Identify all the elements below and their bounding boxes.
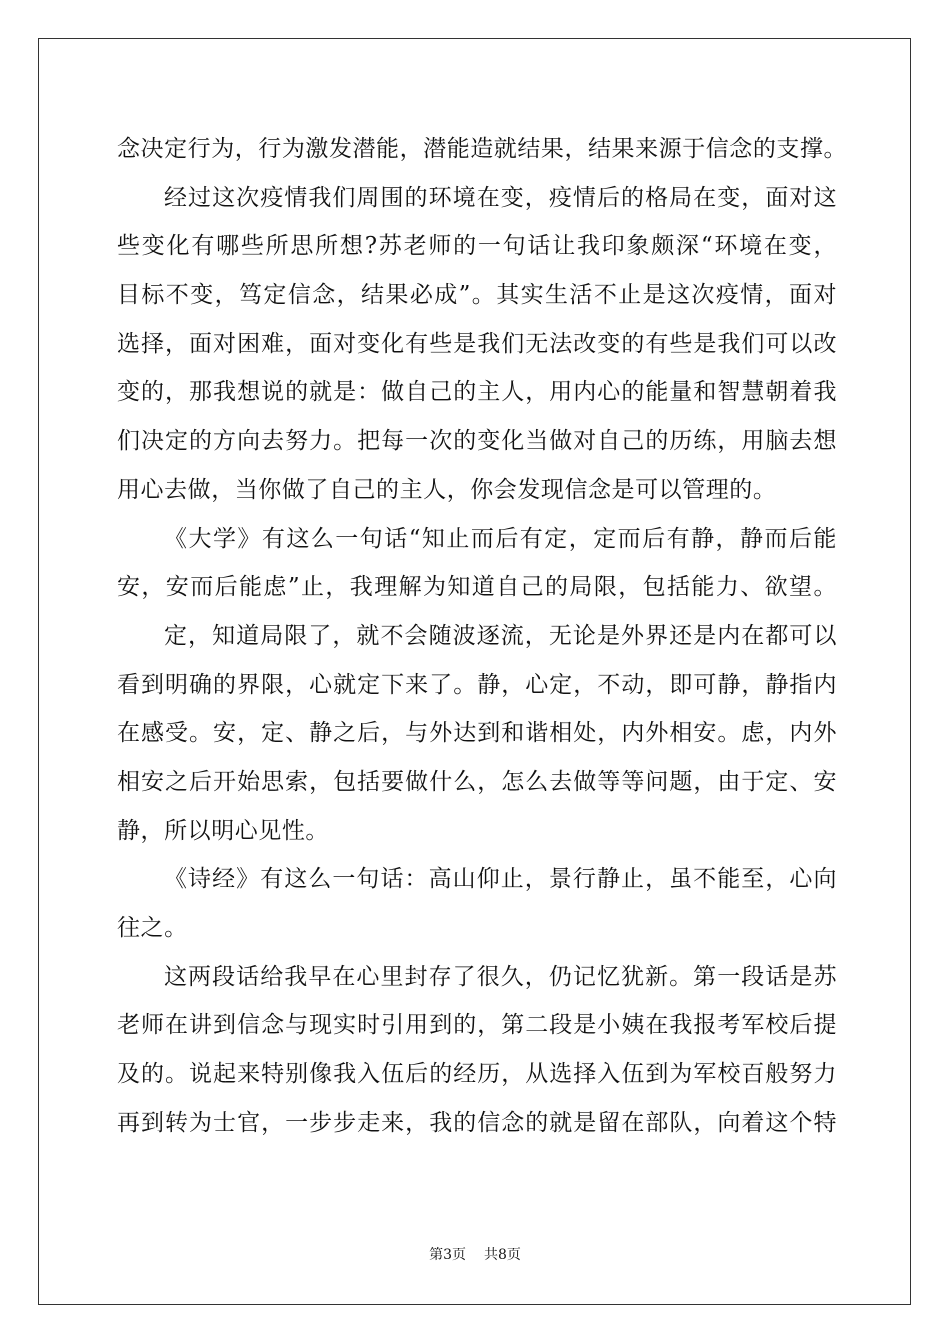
- text-line: 选择，面对困难，面对变化有些是我们无法改变的有些是我们可以改: [117, 330, 837, 357]
- page-number: 第3页: [429, 1247, 466, 1263]
- body-text: [117, 125, 848, 1147]
- total-pages: 共8页: [484, 1247, 521, 1263]
- text-line: 经过这次疫情我们周围的环境在变，疫情后的格局在变，面对这: [164, 184, 837, 211]
- text-line: 目标不变，笃定信念，结果必成”。其实生活不止是这次疫情，面对: [117, 282, 837, 309]
- text-line: 《诗经》有这么一句话：高山仰止，景行静止，虽不能至，心向: [164, 866, 837, 893]
- text-line: 念决定行为，行为激发潜能，潜能造就结果，结果来源于信念的支撑。: [117, 136, 848, 162]
- text-line: 在感受。安，定、静之后，与外达到和谐相处，内外相安。虑，内外: [117, 720, 837, 747]
- text-line: 《大学》有这么一句话“知止而后有定，定而后有静，静而后能: [164, 525, 837, 552]
- text-line: 老师在讲到信念与现实时引用到的，第二段是小姨在我报考军校后提: [117, 1012, 837, 1039]
- text-line: 用心去做，当你做了自己的主人，你会发现信念是可以管理的。: [117, 476, 777, 503]
- text-line: 静，所以明心见性。: [117, 817, 329, 844]
- text-line: 变的，那我想说的就是：做自己的主人，用内心的能量和智慧朝着我: [117, 379, 837, 406]
- text-line: 定，知道局限了，就不会随波逐流，无论是外界还是内在都可以: [164, 622, 837, 649]
- text-line: 及的。说起来特别像我入伍后的经历，从选择入伍到为军校百般努力: [117, 1061, 837, 1088]
- text-line: 些变化有哪些所思所想?苏老师的一句话让我印象颇深“环境在变，: [117, 233, 837, 260]
- text-line: 往之。: [117, 915, 188, 941]
- text-line: 看到明确的界限，心就定下来了。静，心定，不动，即可静，静指内: [117, 671, 837, 698]
- text-line: 这两段话给我早在心里封存了很久，仍记忆犹新。第一段话是苏: [164, 963, 837, 990]
- text-line: 再到转为士官，一步步走来，我的信念的就是留在部队，向着这个特: [117, 1109, 837, 1136]
- text-line: 安，安而后能虑”止，我理解为知道自己的局限，包括能力、欲望。: [117, 574, 837, 601]
- page-footer: [0, 1244, 950, 1264]
- text-line: 相安之后开始思索，包括要做什么，怎么去做等等问题，由于定、安: [117, 768, 837, 795]
- text-line: 们决定的方向去努力。把每一次的变化当做对自己的历练，用脑去想: [117, 428, 837, 455]
